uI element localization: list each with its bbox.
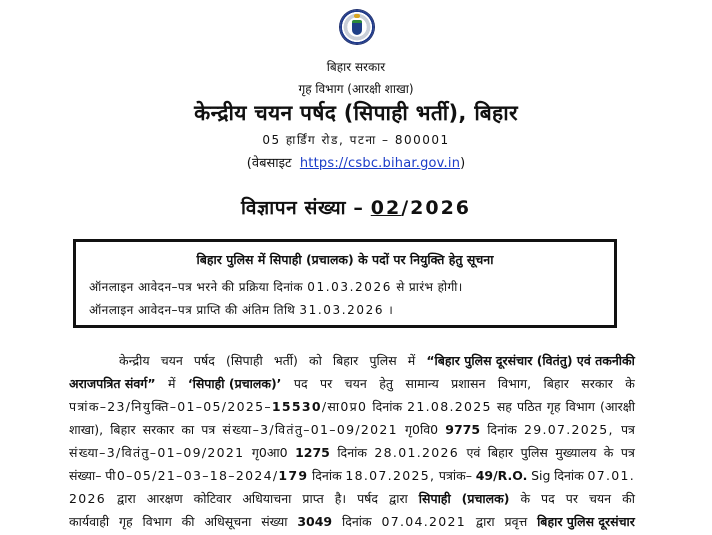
word: सामान्य <box>405 376 439 391</box>
website-suffix: ) <box>460 156 466 171</box>
ref-number-bold: 15530 <box>271 399 322 414</box>
word: प्रशासन <box>451 376 486 391</box>
word: गृह <box>546 399 561 414</box>
word: पत्र <box>620 422 635 437</box>
cadre-name-bold: “बिहार पुलिस दूरसंचार (वितंतु) एवं तकनीकी <box>426 353 635 368</box>
paragraph-line <box>69 351 635 374</box>
letter-ref <box>69 397 367 417</box>
word: के <box>603 445 614 460</box>
word: पद <box>541 491 555 506</box>
word: पी0–05/21–03–18–2024/ <box>105 468 279 483</box>
letter-ref <box>105 466 308 486</box>
emblem-shield-icon <box>352 20 362 35</box>
paragraph-line <box>69 489 635 512</box>
website-prefix: (वेबसाइट <box>246 156 292 171</box>
word: पर <box>565 491 578 506</box>
word: पर्षद <box>357 491 379 506</box>
word: सरकार <box>581 376 613 391</box>
date: 18.07.2025, <box>345 468 436 483</box>
notice-end-text: ऑनलाइन आवेदन–पत्र प्राप्ति की अंतिम तिथि <box>89 303 296 317</box>
post-name-bold: सिपाही <box>418 491 451 506</box>
word: सरकार <box>142 422 175 437</box>
government-name: बिहार सरकार <box>326 60 386 74</box>
word: पत्र <box>201 422 216 437</box>
word: पत्र <box>620 445 635 460</box>
word: पत्रांक– <box>438 468 473 483</box>
word: की <box>622 491 635 506</box>
word: पत्रांक–23/नियुक्ति–01–05/2025– <box>69 399 272 414</box>
ref-number-bold: 49/R.O. <box>475 468 528 483</box>
department-name: गृह विभाग (आरक्षी शाखा) <box>298 82 414 96</box>
word: विभाग, <box>497 376 532 391</box>
word: (आरक्षी <box>599 399 635 414</box>
word: दिनांक <box>337 445 367 460</box>
word: बिहार <box>332 353 359 368</box>
word: प्राप्त <box>302 491 324 506</box>
paragraph-line <box>69 443 635 466</box>
paragraph-line <box>69 512 635 535</box>
post-name-bold: (प्रचालक) <box>461 491 510 506</box>
notice-box <box>73 239 617 328</box>
word: पठित <box>517 399 542 414</box>
word: का <box>181 422 195 437</box>
word: संख्या– <box>69 468 102 483</box>
word: दिनांक <box>487 422 517 437</box>
word: पद <box>293 376 308 391</box>
word: /सा0प्र0 <box>321 399 368 414</box>
word: मुख्यालय <box>555 445 597 460</box>
paragraph-line <box>69 466 635 489</box>
bihar-police-emblem-icon <box>340 10 374 44</box>
word: अधियाचना <box>242 491 292 506</box>
notice-start-date-line <box>89 278 463 295</box>
word: में <box>167 376 176 391</box>
letter-ref: संख्या–3/वितंतु–01–09/2021 <box>222 422 398 437</box>
word: द्वारा <box>475 514 495 529</box>
notice-end-tail: । <box>388 303 394 317</box>
word: पर <box>320 376 333 391</box>
paragraph-line <box>69 420 635 443</box>
word: में <box>407 353 416 368</box>
word: के <box>520 491 531 506</box>
date: 21.08.2025 <box>407 399 492 414</box>
notice-start-text: ऑनलाइन आवेदन–पत्र भरने की प्रक्रिया दिनांक <box>89 280 304 294</box>
ref-number-bold: 9775 <box>445 422 481 437</box>
advertisement-number-heading <box>0 194 712 220</box>
notice-title: बिहार पुलिस में सिपाही (प्रचालक) के पदों पर नियुक्ति हेतु सूचना <box>196 252 494 267</box>
notice-start-tail: से प्रारंभ होगी। <box>396 280 463 294</box>
date: 07.04.2021 <box>381 514 467 529</box>
notice-start-date: 01.03.2026 <box>307 280 392 294</box>
word: बिहार <box>487 445 514 460</box>
word: को <box>308 353 322 368</box>
word: दिनांक <box>554 468 584 483</box>
word: भर्ती) <box>273 353 298 368</box>
notice-end-date: 31.03.2026 <box>299 303 385 317</box>
word: द्वारा <box>117 491 136 506</box>
website-line <box>0 153 712 171</box>
word: पुलिस <box>369 353 397 368</box>
word: दिनांक <box>341 514 372 529</box>
post-name-bold: ‘सिपाही (प्रचालक)’ <box>187 376 282 391</box>
body-paragraph <box>69 351 635 535</box>
word: चयन <box>160 353 183 368</box>
word: अधिसूचना <box>204 514 252 529</box>
paragraph-line <box>69 397 635 420</box>
word: (सिपाही <box>225 353 263 368</box>
word: Sig <box>531 468 551 483</box>
word: संख्या <box>261 514 288 529</box>
organization-title: केन्द्रीय चयन पर्षद (सिपाही भर्ती), बिहार <box>194 101 518 125</box>
word: विभाग <box>142 514 172 529</box>
advertisement-label: विज्ञापन संख्या – <box>240 197 364 219</box>
word: के <box>625 376 635 391</box>
cadre-name-bold: अराजपत्रित संवर्ग” <box>69 376 156 391</box>
word: द्वारा <box>389 491 408 506</box>
word: बिहार <box>543 376 569 391</box>
word: प्रवृत्त <box>504 514 528 529</box>
ref-number-bold: 1275 <box>295 445 330 460</box>
advertisement-number: 02 <box>370 197 402 219</box>
date: 29.07.2025, <box>523 422 614 437</box>
word: कार्यवाही <box>69 514 110 529</box>
word: आरक्षण <box>146 491 183 506</box>
word: गृ0आ0 <box>251 445 288 460</box>
ref-number-bold: 3049 <box>297 514 333 529</box>
address: 05 हार्डिंग रोड, पटना – 800001 <box>262 133 450 147</box>
paragraph-line <box>69 374 635 397</box>
word: पुलिस <box>520 445 548 460</box>
emblem-star-icon <box>354 14 360 18</box>
cadre-name-bold: बिहार पुलिस दूरसंचार <box>537 514 635 529</box>
word: एवं <box>466 445 481 460</box>
word: हेतु <box>379 376 393 391</box>
word: शाखा), <box>69 422 104 437</box>
letter-ref: संख्या–3/वितंतु–01–09/2021 <box>69 445 245 460</box>
notice-end-date-line <box>89 301 393 318</box>
word: है। <box>334 491 347 506</box>
word: कोटिवार <box>193 491 232 506</box>
word: गृ0वि0 <box>405 422 439 437</box>
date: 28.01.2026 <box>374 445 459 460</box>
word: सह <box>496 399 512 414</box>
date: 07.01. <box>587 468 635 483</box>
ref-number-bold: 179 <box>278 468 309 483</box>
word: केन्द्रीय <box>119 353 150 368</box>
word: बिहार <box>110 422 136 437</box>
word: पर्षद <box>193 353 215 368</box>
word: दिनांक <box>372 399 403 414</box>
date: 2026 <box>69 491 107 506</box>
word: चयन <box>588 491 612 506</box>
word: दिनांक <box>312 468 342 483</box>
word: विभाग <box>565 399 595 414</box>
website-link[interactable]: https://csbc.bihar.gov.in <box>299 156 461 171</box>
word: गृह <box>119 514 133 529</box>
advertisement-year: /2026 <box>401 197 472 219</box>
word: चयन <box>344 376 367 391</box>
word: की <box>181 514 195 529</box>
